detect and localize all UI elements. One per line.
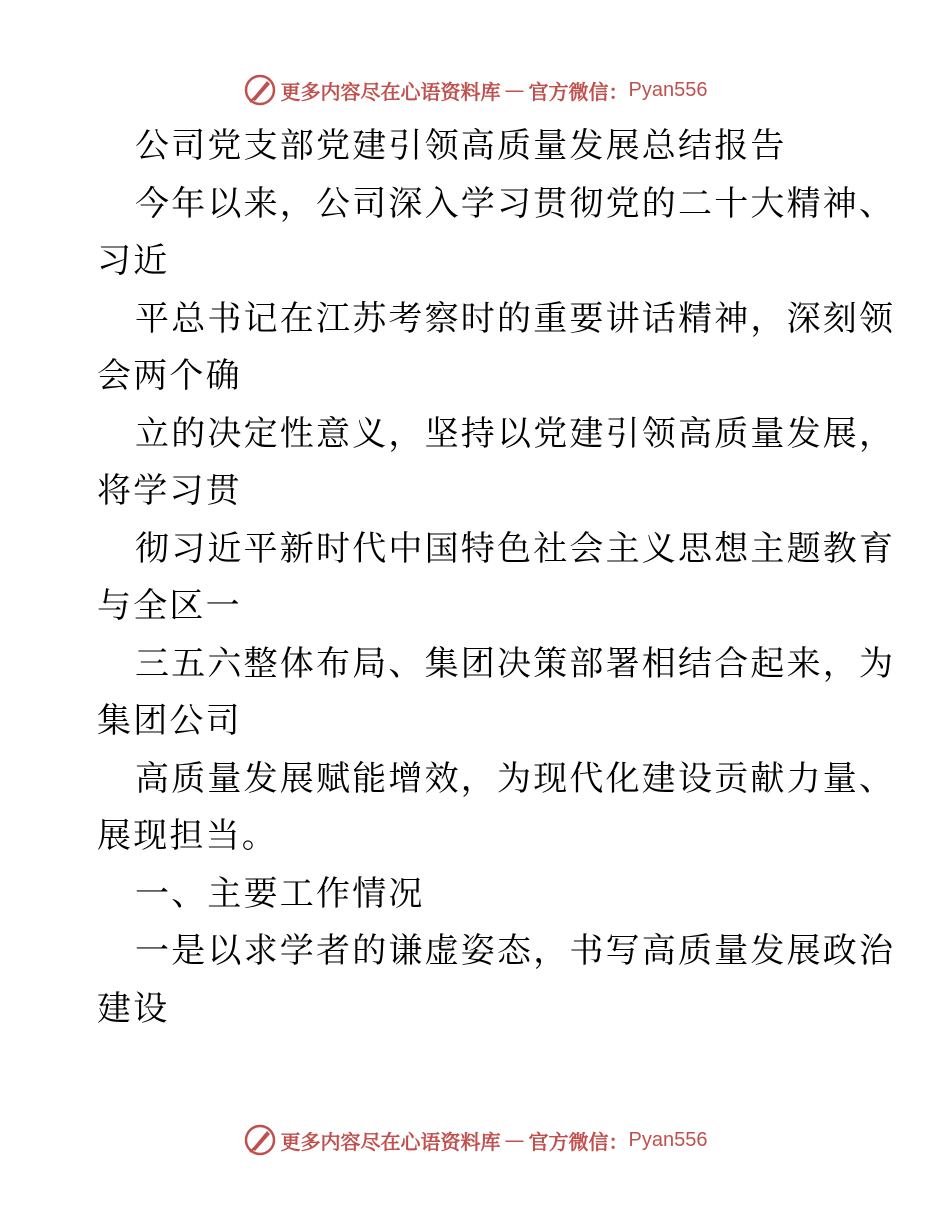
quill-logo-icon [243, 1123, 277, 1157]
text-line: 三五六整体布局、集团决策部署相结合起来，为 [135, 643, 896, 684]
watermark-wechat-id: Pyan556 [628, 78, 708, 101]
document-title: 公司党支部党建引领高质量发展总结报告 [135, 126, 787, 166]
text-line: 高质量发展赋能增效，为现代化建设贡献力量、 [135, 758, 896, 799]
watermark-wechat-label: 官方微信： [528, 1129, 629, 1154]
section-heading: 一、主要工作情况 [135, 873, 425, 914]
header-watermark [0, 70, 950, 110]
footer-watermark [0, 1120, 950, 1160]
text-line: 平总书记在江苏考察时的重要讲话精神，深刻领 [135, 298, 896, 339]
text-line: 会两个确 [97, 356, 242, 396]
quill-logo-icon [243, 73, 277, 107]
document-body [97, 118, 896, 1038]
text-line: 立的决定性意义，坚持以党建引领高质量发展， [135, 413, 896, 454]
watermark-wechat-id: Pyan556 [628, 1128, 708, 1151]
text-line: 集团公司 [97, 701, 242, 741]
text-line: 与全区一 [97, 586, 242, 626]
text-line: 展现担当。 [97, 816, 278, 856]
watermark-site-text: 更多内容尽在心语资料库 [280, 1129, 501, 1154]
watermark-dash: — [504, 1128, 525, 1152]
watermark-wechat-label: 官方微信： [528, 79, 629, 104]
text-line: 习近 [97, 241, 170, 281]
text-line: 建设 [97, 988, 170, 1029]
text-line: 彻习近平新时代中国特色社会主义思想主题教育 [135, 528, 896, 569]
text-line: 今年以来，公司深入学习贯彻党的二十大精神、 [135, 183, 896, 224]
watermark-site-text: 更多内容尽在心语资料库 [280, 79, 501, 104]
text-line: 将学习贯 [97, 471, 242, 511]
text-line: 一是以求学者的谦虚姿态，书写高质量发展政治 [135, 931, 896, 971]
watermark-dash: — [504, 78, 525, 102]
